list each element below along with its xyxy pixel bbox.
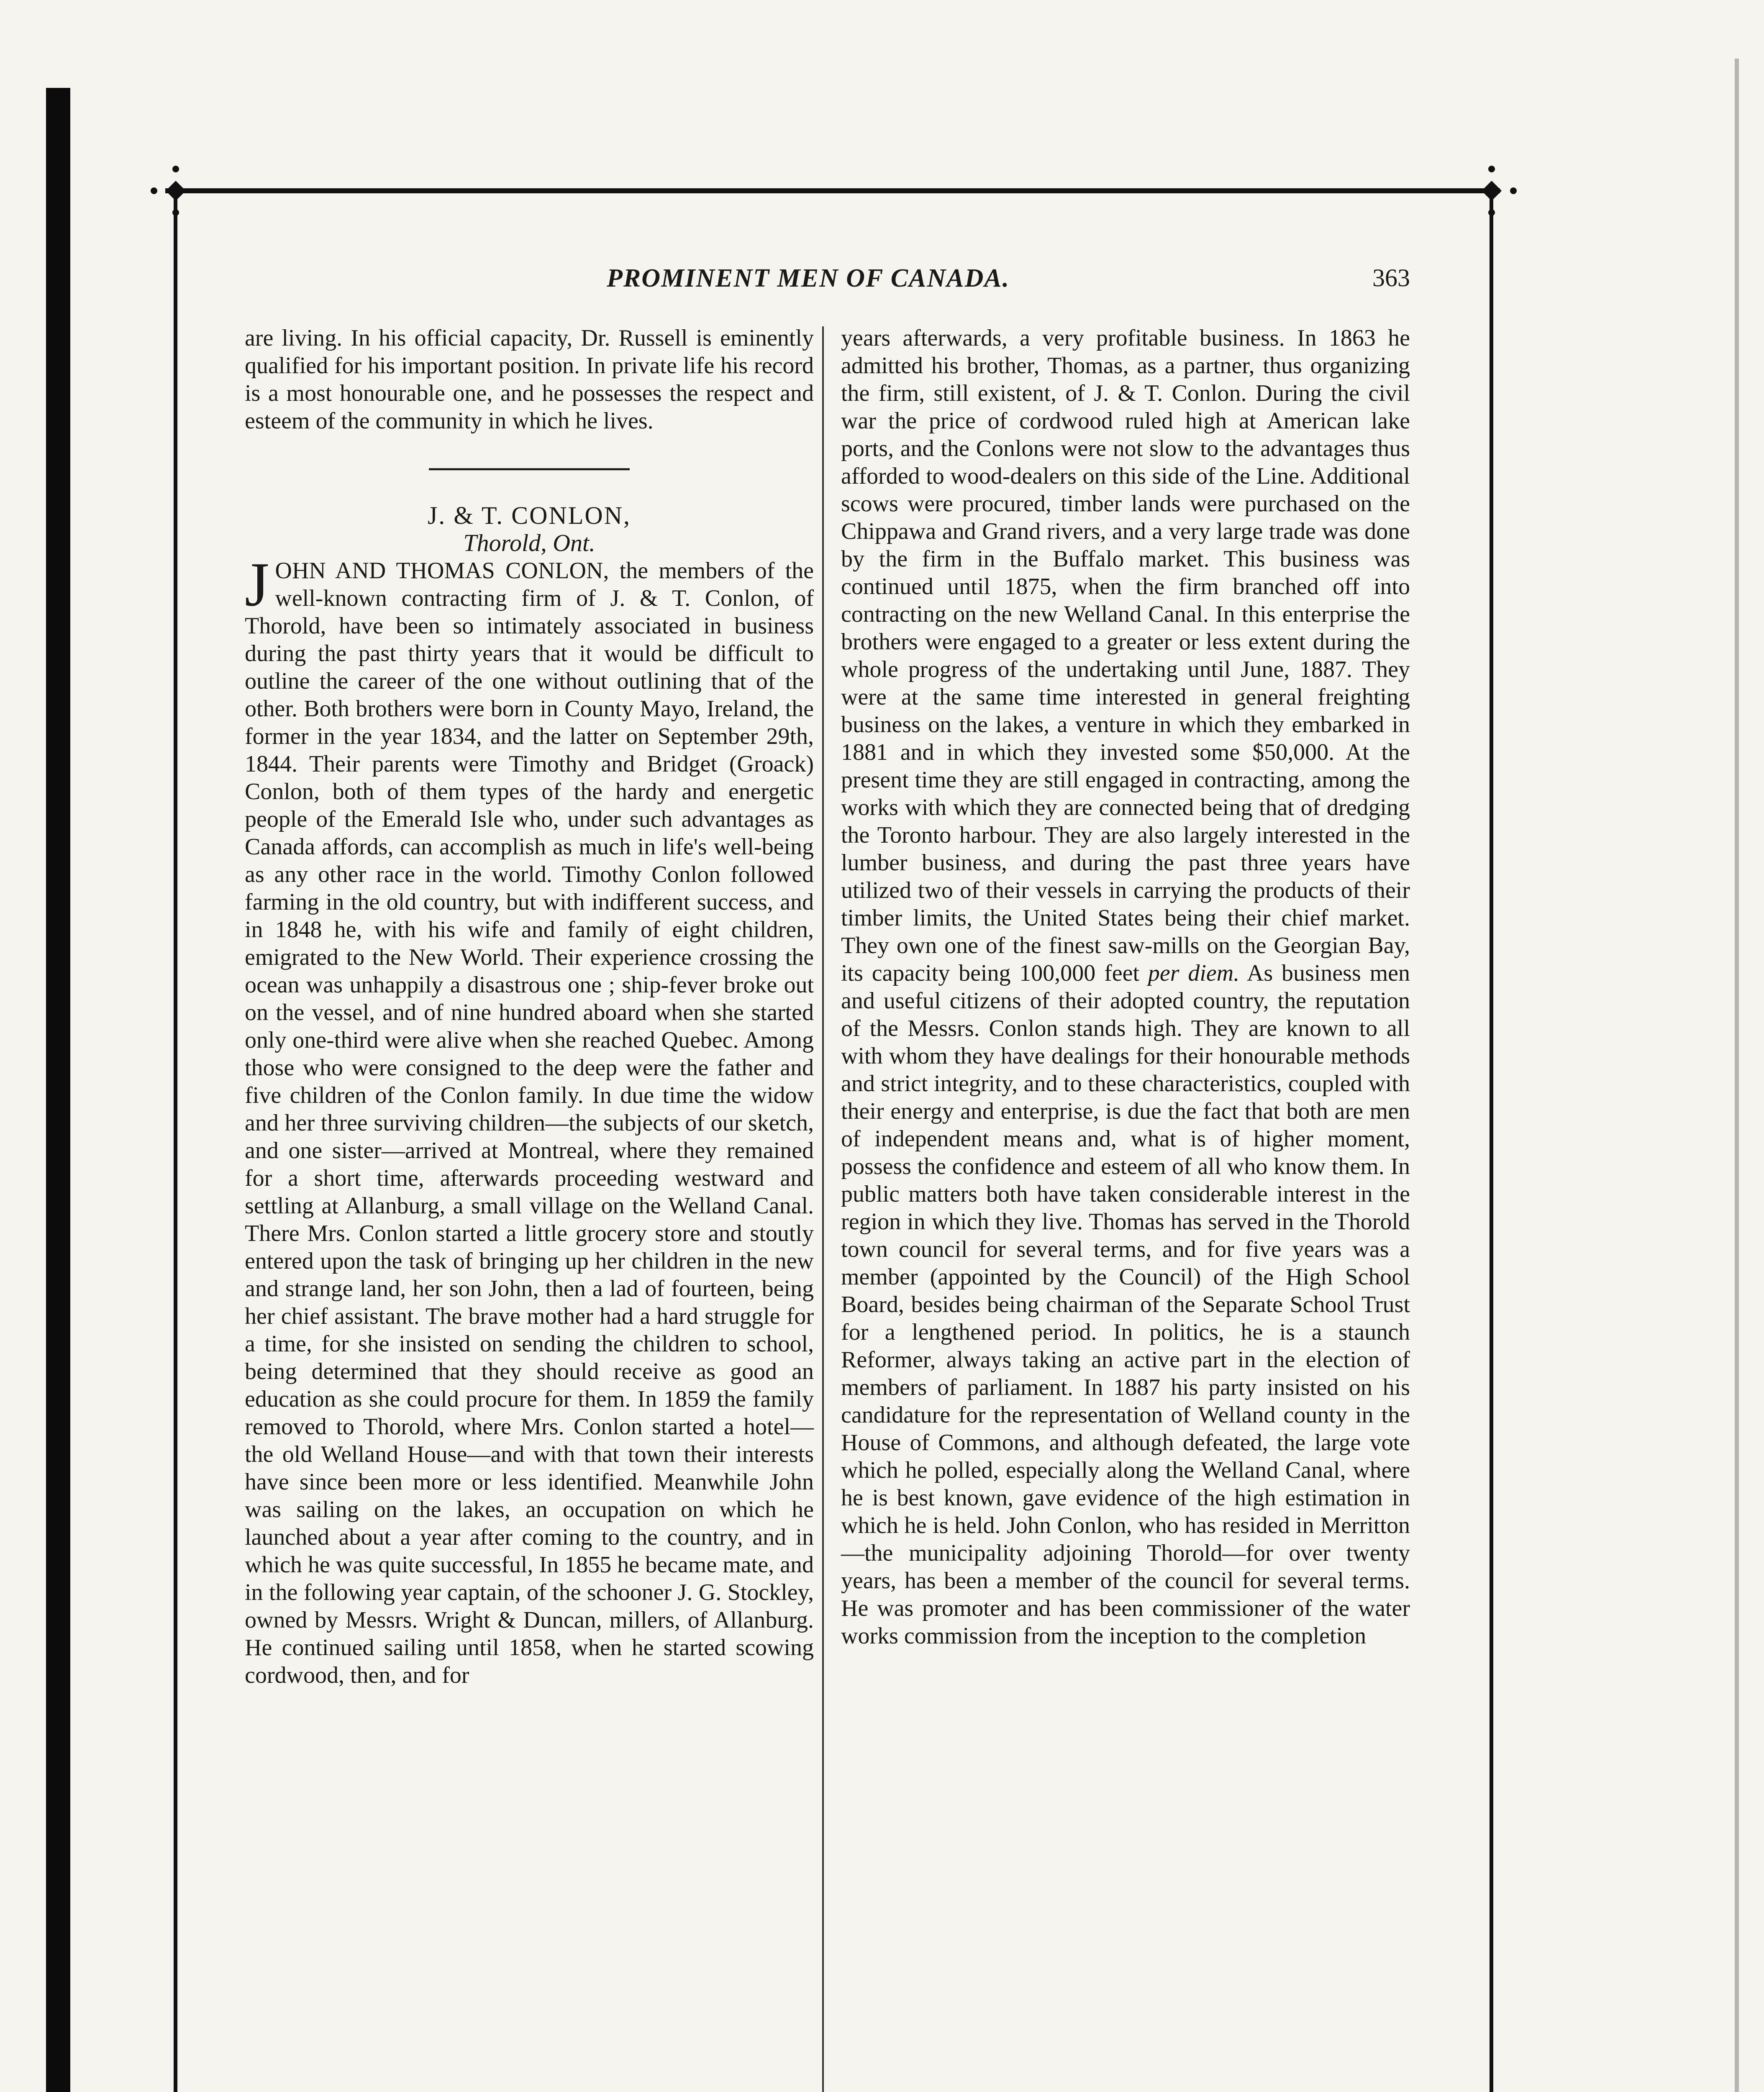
binding-shadow	[46, 88, 70, 2092]
corner-ornament-top-left	[151, 166, 201, 216]
article-text-b: As business men and useful citizens of their adopted country, the reputation of the Messrs. Conlon stands high. They are known to all with whom they have dealings for their honourable methods and strict integrity, and to these characteristics, coupled with their energy and enterprise, is due the fact that both are men of independent means and, what is of higher moment, possess the confidence and esteem of all who know them. In public matters both have taken considerable interest in the region in which they live. Thomas has served in the Thorold town council for several terms, and for five years was a member (appointed by the Council) of the High School Board, besides being chairman of the Separate School Trust for a lengthened period. In politics, he is a staunch Reformer, always taking an active part in the election of members of parliament. In 1887 his party insisted on his candidature for the representation of Welland county in the House of Commons, and although defeated, the large vote which he polled, especially along the Welland Canal, where he is best known, gave evidence of the high estimation in which he is held. John Conlon, who has resided in Merritton—the municipality adjoining Thorold—for over twenty years, has been a member of the council for several terms. He was promoter and has been commissioner of the water works commission from the inception to the completion	[841, 960, 1410, 1649]
article-body-continued	[841, 324, 1410, 1650]
corner-ornament-top-right	[1467, 166, 1517, 216]
article-text: OHN AND THOMAS CONLON, the members of the well-known contracting firm of J. & T. Conlon, of Thorold, have been so intimately associated in business during the past thirty years that it would be difficult to outline the career of the one without outlining that of the other. Both brothers were born in County Mayo, Ireland, the former in the year 1834, and the latter on September 29th, 1844. Their parents were Timothy and Bridget (Groack) Conlon, both of them types of the hardy and energetic people of the Emerald Isle who, under such advantages as Canada affords, can accomplish as much in life's well-being as any other race in the world. Timothy Conlon followed farming in the old country, but with indifferent success, and in 1848 he, with his wife and family of eight children, emigrated to the New World. Their experience crossing the ocean was unhappily a disastrous one ; ship-fever broke out on the vessel, and of nine hundred aboard when she started only one-third were alive when she reached Quebec. Among those who were consigned to the deep were the father and five children of the Conlon family. In due time the widow and her three surviving children—the subjects of our sketch, and one sister—arrived at Montreal, where they remained for a short time, afterwards proceeding westward and settling at Allanburg, a small village on the Welland Canal. There Mrs. Conlon started a little grocery store and stoutly entered upon the task of bringing up her children in the new and strange land, her son John, then a lad of fourteen, being her chief assistant. The brave mother had a hard struggle for a time, for she insisted on sending the children to school, being determined that they should receive as good an education as she could procure for them. In 1859 the family removed to Thorold, where Mrs. Conlon started a hotel—the old Welland House—and with that town their interests have since been more or less identified. Meanwhile John was sailing on the lakes, an occupation on which he launched about a year after coming to the country, and in which he was quite successful, In 1855 he became mate, and in the following year captain, of the schooner J. G. Stockley, owned by Messrs. Wright & Duncan, millers, of Allanburg. He continued sailing until 1858, when he started scowing cordwood, then, and for	[245, 558, 814, 1688]
running-title: PROMINENT MEN OF CANADA.	[607, 264, 1010, 292]
page-number: 363	[1372, 264, 1410, 292]
right-column	[841, 324, 1410, 1650]
italic-phrase: per diem.	[1148, 960, 1240, 986]
drop-cap: J	[245, 550, 269, 619]
page-edge	[1735, 59, 1739, 2092]
frame-left-rule	[174, 190, 177, 2092]
frame-right-rule	[1490, 190, 1493, 2092]
running-head	[243, 264, 1410, 297]
left-column	[245, 324, 814, 1689]
continued-paragraph: are living. In his official capacity, Dr. Russell is eminently qualified for his important position. In private life his record is a most honourable one, and he possesses the respect and esteem of the community in which he lives.	[245, 325, 814, 434]
article-body-start	[245, 550, 814, 1689]
section-title: J. & T. CONLON,	[427, 502, 631, 529]
column-divider	[822, 326, 824, 2092]
section-separator	[429, 468, 630, 470]
section-subtitle: Thorold, Ont.	[463, 529, 595, 556]
frame-top-rule	[165, 188, 1500, 193]
article-text-a: years afterwards, a very profitable business. In 1863 he admitted his brother, Thomas, as a partner, thus organizing the firm, still existent, of J. & T. Conlon. During the civil war the price of cordwood ruled high at American lake ports, and the Conlons were not slow to the advantages thus afforded to wood-dealers on this side of the Line. Additional scows were procured, timber lands were purchased on the Chippawa and Grand rivers, and a very large trade was done by the firm in the Buffalo market. This business was continued until 1875, when the firm branched off into contracting on the new Welland Canal. In this enterprise the brothers were engaged to a greater or less extent during the whole progress of the undertaking until June, 1887. They were at the same time interested in general freighting business on the lakes, a venture in which they embarked in 1881 and in which they invested some $50,000. At the present time they are still engaged in contracting, among the works with which they are connected being that of dredging the Toronto harbour. They are also largely interested in the lumber business, and during the past three years have utilized two of their vessels in carrying the products of their timber limits, the United States being their chief market. They own one of the finest saw-mills on the Georgian Bay, its capacity being 100,000 feet	[841, 325, 1410, 986]
